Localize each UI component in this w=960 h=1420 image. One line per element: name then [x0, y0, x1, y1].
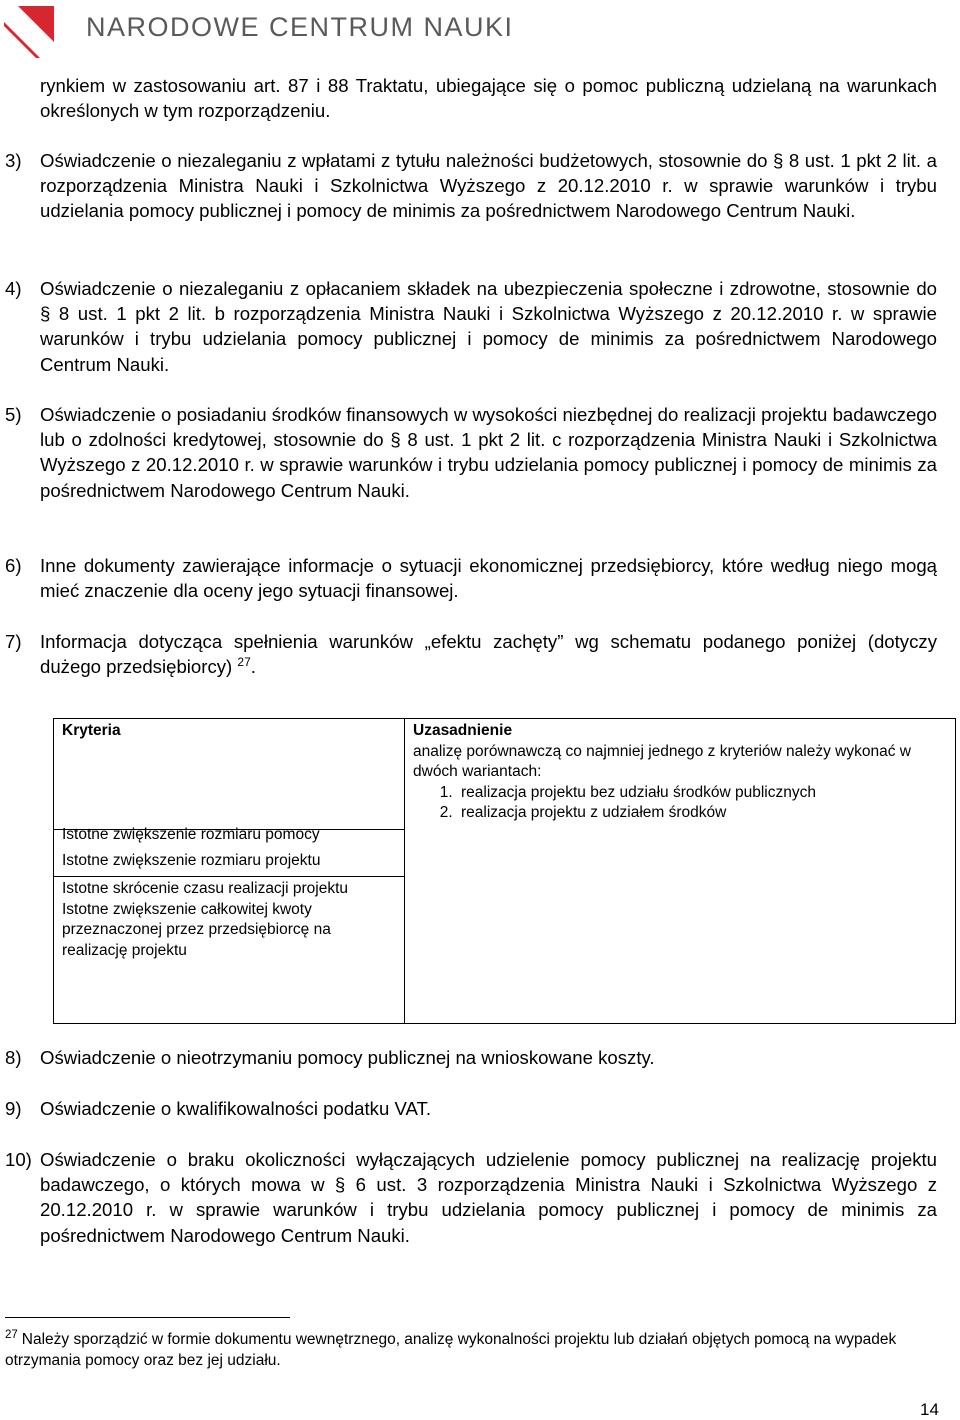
table-cell-criterion	[54, 877, 405, 1024]
paragraph-continuation: rynkiem w zastosowaniu art. 87 i 88 Traktatu, ubiegające się o pomoc publiczną udzielaną na warunkach określonych w tym rozporządzeniu.	[40, 75, 937, 122]
footnote-ref[interactable]: 27	[237, 655, 251, 670]
list-number: 3)	[5, 150, 22, 171]
footnote	[5, 1329, 940, 1371]
list-item-text: Oświadczenie o posiadaniu środków finansowych w wysokości niezbędnej do realizacji projektu badawczego lub o zdolności kredytowej, stosownie do § 8 ust. 1 pkt 2 lit. c rozporządzenia Ministra Nauki i Szkolnictwa Wyższego z 20.12.2010 r. w sprawie warunków i trybu udzielania pomocy publicznej i pomocy de minimis za pośrednictwem Narodowego Centrum Nauki.	[40, 404, 937, 501]
list-item: 1. realizacja projektu bez udziału środków publicznych	[457, 783, 947, 804]
justification-header-label: Uzasadnienie	[413, 722, 513, 739]
list-item-text: Oświadczenie o kwalifikowalności podatku VAT.	[40, 1098, 431, 1119]
list-item-8	[5, 1045, 937, 1070]
list-number: 6)	[5, 555, 22, 576]
list-item-5	[5, 402, 937, 503]
list-item-4	[5, 276, 937, 377]
list-item: 2. realizacja projektu z udziałem środków	[457, 803, 947, 824]
criteria-header-label: Kryteria	[62, 722, 121, 739]
list-number: 5)	[5, 404, 22, 425]
list-item-text: Informacja dotycząca spełnienia warunków „efektu zachęty” wg schematu podanego poniżej (dotyczy dużego przedsiębiorcy)	[40, 631, 937, 678]
list-number: 4)	[5, 278, 22, 299]
table-cell-criterion: Istotne zwiększenie rozmiaru projektu	[54, 830, 405, 877]
list-number: 8)	[5, 1047, 22, 1068]
list-item-tail: .	[250, 656, 256, 678]
table-cell-justification	[405, 719, 956, 1024]
table-header-criteria	[54, 719, 405, 830]
criteria-table	[53, 718, 956, 1024]
org-name: NARODOWE CENTRUM NAUKI	[86, 12, 514, 42]
ncn-logo-icon	[4, 6, 54, 58]
list-item-9	[5, 1096, 937, 1121]
list-item-text: Oświadczenie o nieotrzymaniu pomocy publicznej na wnioskowane koszty.	[40, 1047, 655, 1068]
page-header	[0, 0, 960, 62]
list-item-text: Inne dokumenty zawierające informacje o sytuacji ekonomicznej przedsiębiorcy, które według niego mogą mieć znaczenie dla oceny jego sytuacji finansowej.	[40, 555, 937, 602]
list-item-6	[5, 553, 937, 603]
criterion-first: Istotne zwiększenie rozmiaru pomocy	[62, 826, 320, 843]
criterion-text: Istotne skrócenie czasu realizacji projektu	[62, 880, 349, 897]
list-number: 10)	[5, 1149, 32, 1170]
list-item-text: Oświadczenie o niezaleganiu z wpłatami z tytułu należności budżetowych, stosownie do § 8 ust. 1 pkt 2 lit. a rozporządzenia Ministra Nauki i Szkolnictwa Wyższego z 20.12.2010 r. w sprawie warunków i trybu udzielania pomocy publicznej i pomocy de minimis za pośrednictwem Narodowego Centrum Nauki.	[40, 150, 937, 222]
list-number: 7)	[5, 631, 22, 652]
list-item-7	[5, 629, 937, 679]
list-item-10	[5, 1147, 937, 1248]
criterion-text: Istotne zwiększenie całkowitej kwoty przeznaczonej przez przedsiębiorcę na realizację projektu	[62, 900, 331, 959]
list-item-text: Oświadczenie o braku okoliczności wyłączających udzielenie pomocy publicznej na realizację projektu badawczego, o których mowa w § 6 ust. 3 rozporządzenia Ministra Nauki i Szkolnictwa Wyższego z 20.12.2010 r. w sprawie warunków i trybu udzielania pomocy publicznej i pomocy de minimis za pośrednictwem Narodowego Centrum Nauki.	[40, 1149, 937, 1246]
list-number: 9)	[5, 1098, 22, 1119]
variants-list	[413, 783, 947, 824]
list-item-3	[5, 148, 937, 224]
footnote-text: Należy sporządzić w formie dokumentu wewnętrznego, analizę wykonalności projektu lub działań objętych pomocą na wypadek otrzymania pomocy oraz bez jej udziału.	[5, 1331, 897, 1369]
list-item-text: Oświadczenie o niezaleganiu z opłacaniem składek na ubezpieczenia społeczne i zdrowotne, stosownie do § 8 ust. 1 pkt 2 lit. b rozporządzenia Ministra Nauki i Szkolnictwa Wyższego z 20.12.2010 r. w sprawie warunków i trybu udzielania pomocy publicznej i pomocy de minimis za pośrednictwem Narodowego Centrum Nauki.	[40, 278, 937, 375]
footnote-separator	[5, 1317, 290, 1318]
table-row	[54, 719, 956, 830]
footnote-number: 27	[5, 1328, 18, 1341]
justification-intro: analizę porównawczą co najmniej jednego z kryteriów należy wykonać w dwóch wariantach:	[413, 742, 911, 781]
page-number: 14	[920, 1400, 939, 1419]
